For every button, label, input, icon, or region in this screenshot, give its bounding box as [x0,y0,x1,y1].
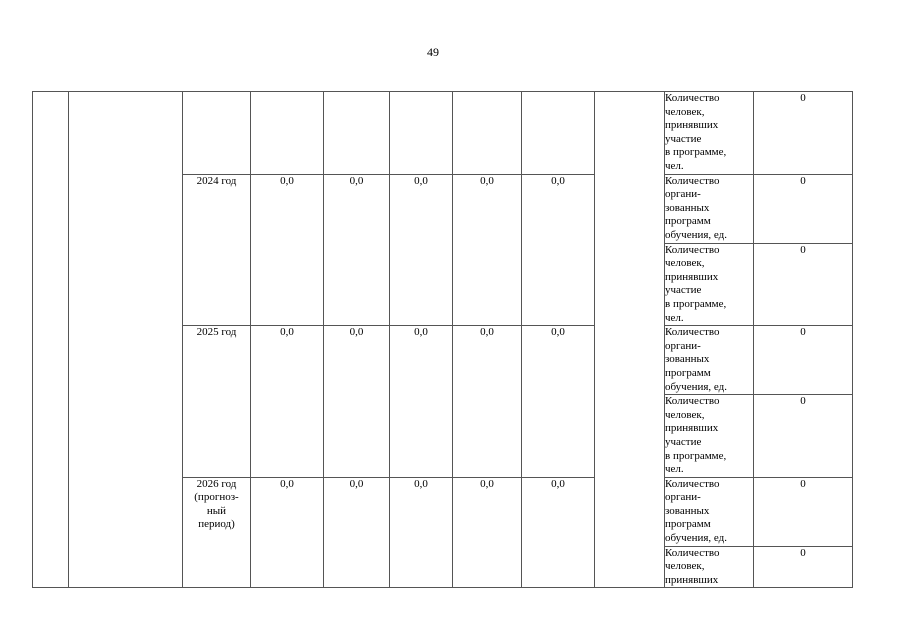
indicator-text-line: органи- [665,339,701,352]
indicator-value-cell: 0 [754,243,853,326]
indicator-text-line: чел. [665,159,684,172]
indicator-text-line: обучения, ед. [665,228,728,241]
indicator-text-line: принявших [665,119,719,132]
year-label: (прогноз- [194,491,239,504]
year-label: 2024 год [196,174,237,187]
indicator-text-line: Количество [665,92,720,104]
indicator-text-line: принявших [665,422,719,435]
indicator-text-line: человек, [665,408,705,421]
indicator-text-line: Количество [665,174,720,187]
indicator-text-line: зованных [665,201,710,214]
indicator-text-line: обучения, ед. [665,380,728,393]
indicator-text-line: в программе, [665,449,727,462]
amount-cell: 0,0 [324,477,390,588]
year-cell [183,477,251,588]
page-number: 49 [427,45,439,59]
indicator-programs-cell [665,174,754,243]
indicator-text-line: человек, [665,105,705,118]
indicator-text-line: обучения, ед. [665,532,728,545]
indicator-text-line: человек, [665,257,705,270]
amount-cell: 0,0 [522,174,595,326]
amount-cell-empty [522,92,595,175]
indicator-text-line: Количество [665,477,720,490]
indicator-text-line: зованных [665,353,710,366]
indicator-text-line: в программе, [665,146,727,159]
amount-cell-empty [390,92,453,175]
indicator-text-line: органи- [665,491,701,504]
indicator-text-line: принявших [665,573,719,586]
indicator-value-cell: 0 [754,477,853,546]
indicator-people-cell [665,92,754,175]
executor-cell [595,92,665,588]
amount-cell: 0,0 [324,174,390,326]
indicator-value-cell: 0 [754,92,853,175]
indicator-programs-cell [665,326,754,395]
amount-cell: 0,0 [522,326,595,478]
indicator-text-line: участие [665,284,702,297]
indicator-value-cell: 0 [754,395,853,478]
indicator-text-line: программ [665,215,711,228]
indicator-text-line: Количество [665,243,720,256]
amount-cell: 0,0 [453,326,522,478]
year-cell [183,174,251,326]
indicator-value-cell: 0 [754,326,853,395]
year-label: 2025 год [196,326,237,339]
indicator-people-cell [665,395,754,478]
amount-cell-empty [324,92,390,175]
indicator-value-cell: 0 [754,546,853,588]
amount-cell: 0,0 [453,174,522,326]
program-funding-table [32,91,853,588]
year-label: период) [198,518,235,531]
indicator-people-cell [665,243,754,326]
indicator-text-line: Количество [665,326,720,339]
amount-cell: 0,0 [324,326,390,478]
amount-cell: 0,0 [251,174,324,326]
year-label: 2026 год [196,477,237,490]
indicator-text-line: человек, [665,560,705,573]
indicator-text-line: зованных [665,504,710,517]
indicator-text-line: в программе, [665,297,727,310]
amount-cell: 0,0 [522,477,595,588]
amount-cell-empty [453,92,522,175]
event-name-cell [69,92,183,588]
row-number-cell [33,92,69,588]
year-cell [183,326,251,478]
indicator-text-line: Количество [665,546,720,559]
amount-cell: 0,0 [390,174,453,326]
amount-cell: 0,0 [390,477,453,588]
amount-cell: 0,0 [251,477,324,588]
amount-cell: 0,0 [453,477,522,588]
indicator-value-cell: 0 [754,174,853,243]
indicator-text-line: участие [665,435,702,448]
indicator-text-line: органи- [665,188,701,201]
indicator-text-line: Количество [665,395,720,408]
indicator-programs-cell [665,477,754,546]
indicator-people-cell [665,546,754,588]
indicator-text-line: чел. [665,311,684,324]
amount-cell: 0,0 [251,326,324,478]
indicator-text-line: программ [665,366,711,379]
indicator-text-line: программ [665,518,711,531]
year-label: ный [206,504,227,517]
year-cell-empty [183,92,251,175]
indicator-text-line: принявших [665,270,719,283]
amount-cell: 0,0 [390,326,453,478]
indicator-text-line: участие [665,132,702,145]
indicator-text-line: чел. [665,463,684,476]
amount-cell-empty [251,92,324,175]
